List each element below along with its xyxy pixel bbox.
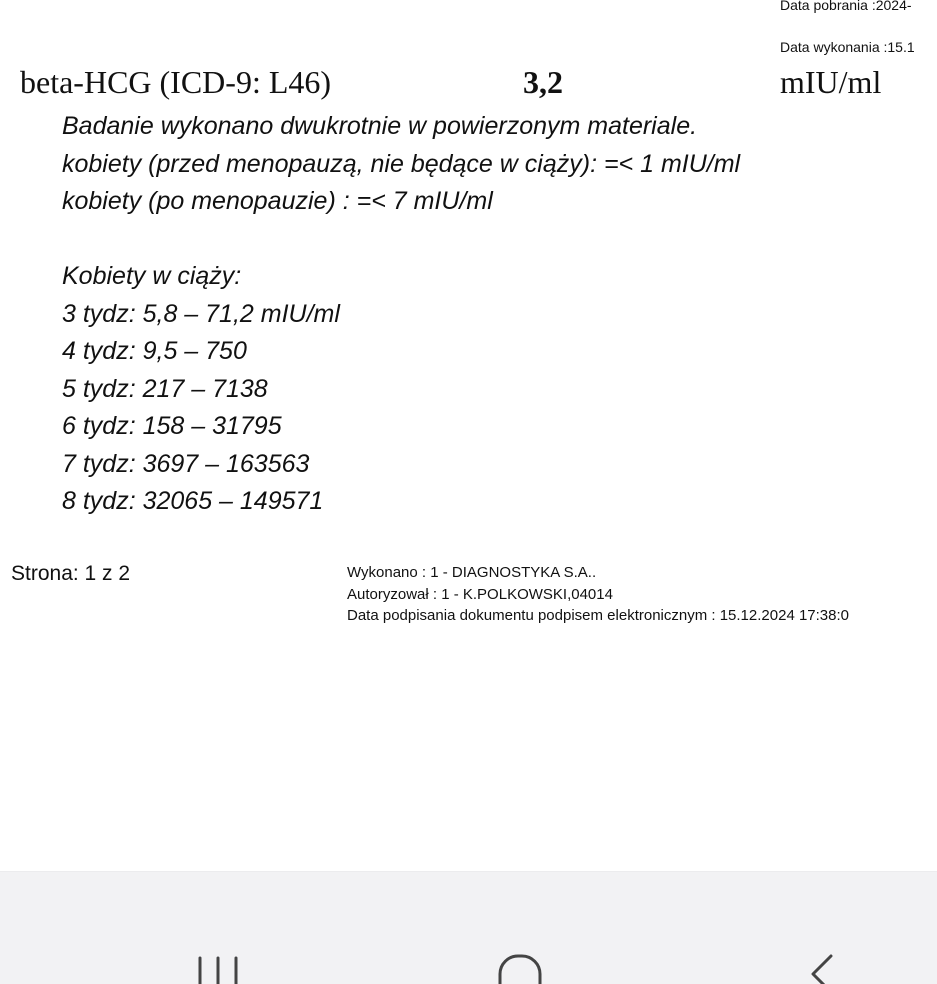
home-icon [490,950,550,984]
authorized-by: Autoryzował : 1 - K.POLKOWSKI,04014 [347,585,613,603]
page-number: Strona: 1 z 2 [11,562,131,585]
date-performed: Data wykonania :15.1 [780,39,915,55]
reference-ranges [62,108,740,521]
reference-premenopause: kobiety (przed menopauzą, nie będące w ciąży): =< 1 mIU/ml [62,149,741,178]
pregnancy-range-week-4: 4 tydz: 9,5 – 750 [62,337,247,365]
pregnancy-range-week-6: 6 tydz: 158 – 31795 [62,412,282,440]
recent-apps-icon [188,950,248,984]
footer-info [347,562,849,627]
pregnancy-range-week-8: 8 tydz: 32065 – 149571 [62,487,324,515]
pregnancy-range-week-3: 3 tydz: 5,8 – 71,2 mIU/ml [62,299,340,328]
test-unit: mIU/ml [780,64,882,100]
recent-apps-button[interactable] [188,950,248,984]
home-button[interactable] [490,950,550,984]
spacer [62,221,740,259]
date-collected: Data pobrania :2024- [780,0,912,13]
test-name: beta-HCG (ICD-9: L46) [20,64,332,100]
pregnancy-heading: Kobiety w ciąży: [62,262,242,290]
pregnancy-range-week-7: 7 tydz: 3697 – 163563 [62,449,310,478]
signature-date: Data podpisania dokumentu podpisem elektronicznym : 15.12.2024 17:38:0 [347,607,849,624]
back-icon [793,950,853,984]
test-result-row [0,64,937,104]
test-value: 3,2 [523,64,563,100]
pregnancy-range-week-5: 5 tydz: 217 – 7138 [62,374,268,403]
reference-postmenopause: kobiety (po menopauzie) : =< 7 mIU/ml [62,187,493,215]
system-navigation-bar [0,871,937,984]
performed-by: Wykonano : 1 - DIAGNOSTYKA S.A.. [347,564,597,581]
back-button[interactable] [793,950,853,984]
reference-note: Badanie wykonano dwukrotnie w powierzonym materiale. [62,112,698,140]
